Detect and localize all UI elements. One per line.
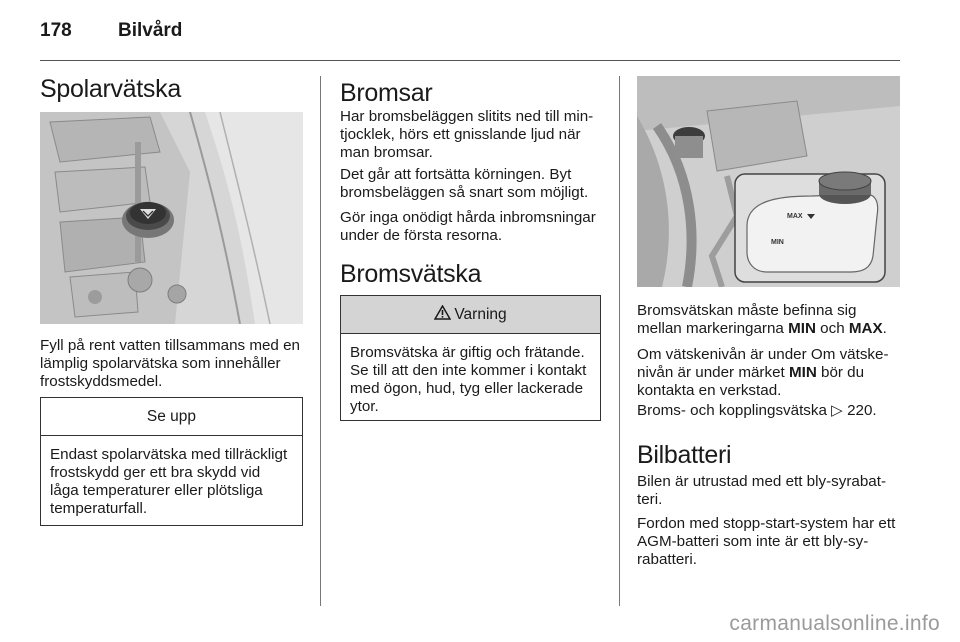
warning-box [340, 295, 601, 421]
below-min-end: bör du kontakta en verkstad. [637, 364, 865, 399]
page-reference-link[interactable]: 220. [847, 402, 877, 419]
brake-fluid-figure [637, 76, 900, 287]
reservoir-max-mark: MAX [787, 213, 803, 220]
section-title-brake-fluid: Bromsvätska [340, 260, 482, 288]
min-label-2: MIN [788, 364, 817, 381]
level-text-end: . [882, 320, 887, 337]
below-min-start: Om vätskenivån är under Om vätskenivån är under märket [637, 346, 889, 381]
brakes-paragraph-2: Det går att fortsätta körningen. Byt bromsbeläggen så snart som möjligt. [340, 166, 589, 201]
column-divider-2 [619, 76, 620, 606]
warning-heading: Varning [454, 305, 507, 323]
washer-fluid-text: Fyll på rent vatten tillsammans med en lämplig spolarvätska som innehåller frostskyddsmedel. [40, 337, 300, 390]
section-title-brakes: Bromsar [340, 79, 433, 107]
max-label: MAX [848, 320, 883, 337]
page-reference-icon: ▷ [831, 402, 843, 419]
min-label: MIN [788, 320, 816, 337]
level-text-start: Bromsvätskan måste befinna sig mellan markeringarna [637, 302, 857, 337]
chapter-title: Bilvård [118, 20, 183, 41]
fluid-reference-label: Broms- och kopplingsvätska [637, 402, 827, 419]
battery-paragraph-1: Bilen är utrustad med ett bly-syrabatteri. [637, 473, 887, 508]
section-title-washer-fluid: Spolarvätska [40, 75, 181, 103]
battery-paragraph-2: Fordon med stopp-start-system har ett AGM-batteri som inte är ett bly-syrabatteri. [637, 515, 896, 568]
washer-fluid-illustration [40, 112, 303, 324]
warning-text: Bromsvätska är giftig och frätande. Se till att den inte kommer i kontakt med ögon, hud, tyg eller lackerade ytor. [350, 344, 587, 415]
caution-text: Endast spolarvätska med tillräckligt frostskydd ger ett bra skydd vid låga temperaturer eller plötsliga temperaturfall. [50, 446, 288, 517]
caution-box [40, 397, 303, 526]
brake-fluid-illustration [637, 76, 900, 287]
reservoir-min-mark: MIN [771, 239, 784, 246]
header-rule [40, 60, 900, 61]
watermark: carmanualsonline.info [729, 612, 940, 635]
section-title-battery: Bilbatteri [637, 441, 732, 469]
column-divider-1 [320, 76, 321, 606]
brakes-paragraph-3: Gör inga onödigt hårda inbromsningar under de första resorna. [340, 209, 596, 244]
page-header [40, 20, 900, 44]
level-text-and: och [815, 320, 849, 337]
washer-fluid-figure [40, 112, 303, 324]
warning-heading-bar [341, 296, 600, 334]
brakes-paragraph-1: Har bromsbeläggen slitits ned till mintjocklek, hörs ett gnisslande ljud när man bromsar. [340, 108, 594, 161]
caution-heading: Se upp [41, 398, 302, 436]
page-number: 178 [40, 20, 72, 41]
warning-triangle-icon [434, 305, 451, 325]
below-min-text [637, 346, 905, 400]
brake-fluid-level-text [637, 302, 905, 338]
fluid-reference-text [637, 402, 905, 420]
